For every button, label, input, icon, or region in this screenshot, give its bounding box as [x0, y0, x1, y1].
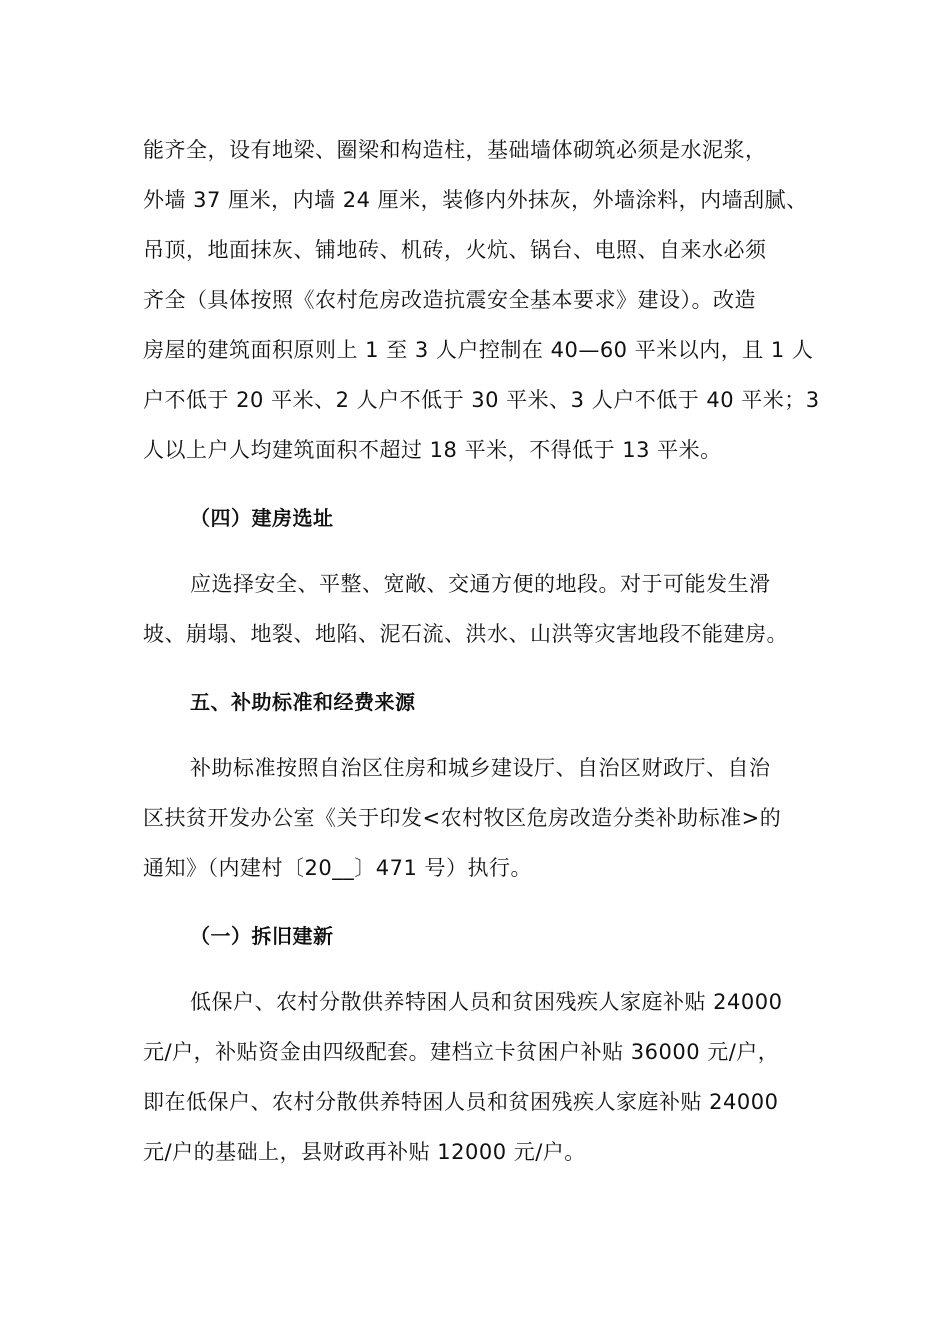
paragraph-line: 齐全（具体按照《农村危房改造抗震安全基本要求》建设）。改造 — [143, 288, 756, 312]
paragraph-line: 人以上户人均建筑面积不超过 18 平米，不得低于 13 平米。 — [143, 438, 722, 462]
paragraph-line: 补助标准按照自治区住房和城乡建设厅、自治区财政厅、自治 — [190, 756, 771, 780]
paragraph-line: 低保户、农村分散供养特困人员和贫困残疾人家庭补贴 24000 — [190, 990, 783, 1014]
paragraph-line: 即在低保户、农村分散供养特困人员和贫困残疾人家庭补贴 24000 — [143, 1090, 779, 1114]
paragraph-line: 外墙 37 厘米，内墙 24 厘米，装修内外抹灰，外墙涂料，内墙刮腻、 — [143, 188, 808, 212]
paragraph-line: 能齐全，设有地梁、圈梁和构造柱，基础墙体砌筑必须是水泥浆， — [143, 138, 767, 162]
paragraph-line: 房屋的建筑面积原则上 1 至 3 人户控制在 40—60 平米以内，且 1 人 — [143, 338, 814, 362]
paragraph-line: 户不低于 20 平米、2 人户不低于 30 平米、3 人户不低于 40 平米；3 — [143, 388, 820, 412]
section-heading-standards: 五、补助标准和经费来源 — [190, 690, 416, 714]
paragraph-line: 应选择安全、平整、宽敞、交通方便的地段。对于可能发生滑 — [190, 572, 771, 596]
paragraph-line: 元/户，补贴资金由四级配套。建档立卡贫困户补贴 36000 元/户， — [143, 1040, 780, 1064]
paragraph-line: 区扶贫开发办公室《关于印发<农村牧区危房改造分类补助标准>的 — [143, 806, 782, 830]
paragraph-line: 吊顶，地面抹灰、铺地砖、机砖，火炕、锅台、电照、自来水必须 — [143, 238, 767, 262]
paragraph-line: 通知》（内建村〔20__〕471 号）执行。 — [143, 856, 532, 880]
section-heading-rebuild: （一）拆旧建新 — [190, 924, 334, 948]
paragraph-line: 坡、崩塌、地裂、地陷、泥石流、洪水、山洪等灾害地段不能建房。 — [143, 622, 788, 646]
paragraph-line: 元/户的基础上，县财政再补贴 12000 元/户。 — [143, 1140, 586, 1164]
section-heading-site: （四）建房选址 — [190, 506, 334, 530]
